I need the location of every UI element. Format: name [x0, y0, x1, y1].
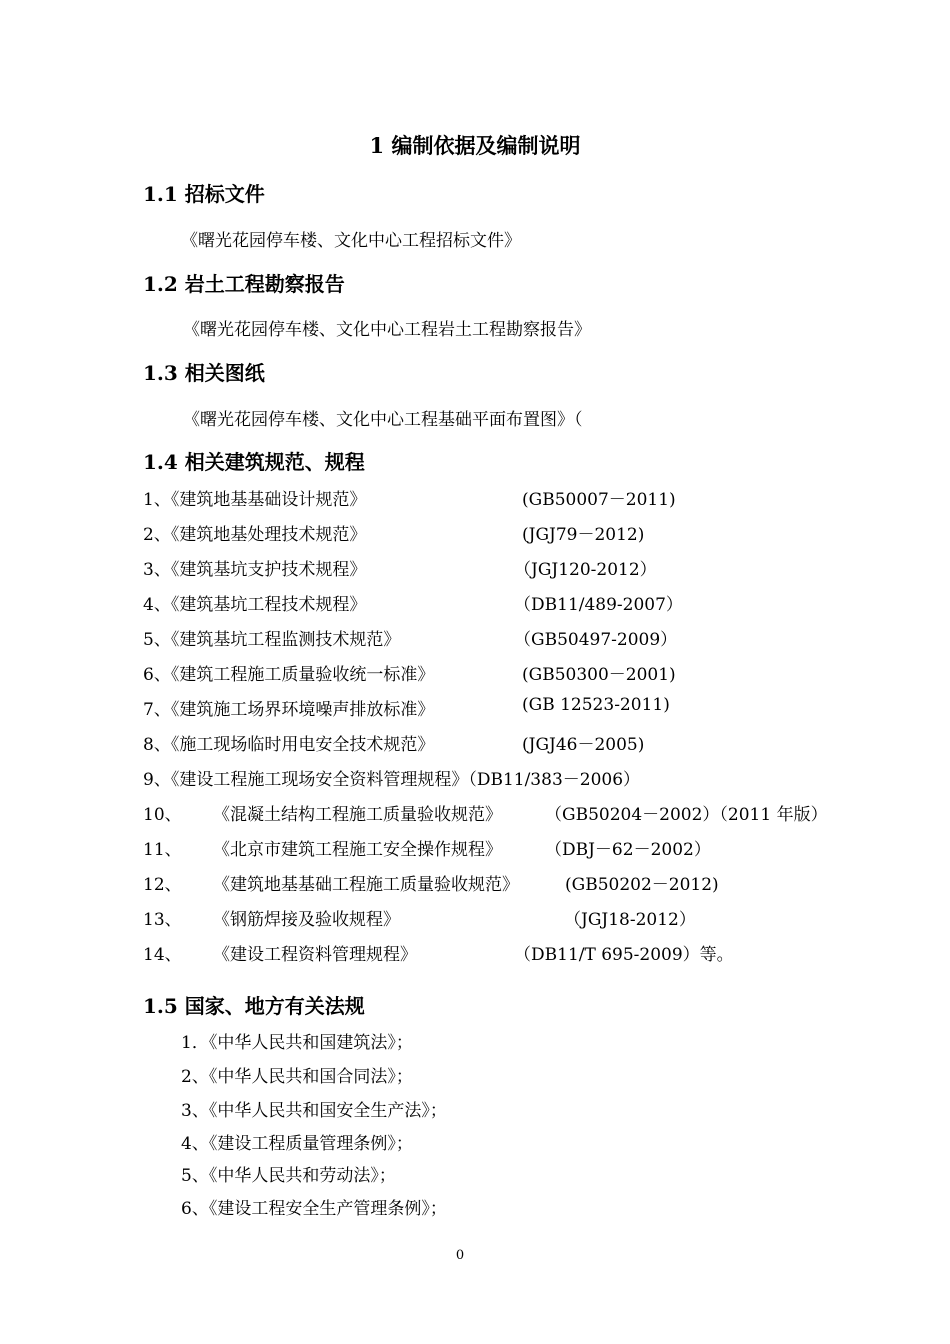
list-item — [143, 730, 434, 755]
item-name: 《北京市建筑工程施工安全操作规程》 — [213, 840, 502, 860]
item-name: 《钢筋焊接及验收规程》 — [213, 910, 400, 930]
item-number: 13、 — [143, 910, 182, 930]
item-name: 《建筑基坑支护技术规程》 — [170, 560, 367, 580]
item-number: 4、 — [143, 595, 171, 615]
item-number: 9、 — [143, 770, 171, 790]
item-name: 《建筑工程施工质量验收统一标准》 — [170, 665, 435, 685]
item-code: （GB50204－2002）（2011 年版） — [545, 805, 828, 825]
item-name: 《建筑基坑工程技术规程》 — [170, 595, 367, 615]
item-name: 《混凝土结构工程施工质量验收规范》 — [213, 805, 502, 825]
item-name: 《建筑施工场界环境噪声排放标准》 — [170, 700, 435, 720]
item-name: 《施工现场临时用电安全技术规范》 — [170, 735, 435, 755]
item-name: 《建筑地基处理技术规范》 — [170, 525, 367, 545]
item-code: （JGJ120-2012） — [514, 560, 657, 580]
section-heading-1-4: 1.4 相关建筑规范、规程 — [143, 450, 365, 474]
item-name: 《建设工程施工现场安全资料管理规程》（DB11/383－2006） — [170, 770, 641, 790]
item-number: 12、 — [143, 875, 182, 895]
item-number: 1、 — [143, 490, 171, 510]
item-code: (JGJ46－2005) — [522, 735, 645, 755]
section-text-1-1: 《曙光花园停车楼、文化中心工程招标文件》 — [181, 231, 521, 251]
item-number: 5、 — [181, 1166, 209, 1186]
item-number: 6、 — [181, 1199, 209, 1219]
item-code: （GB50497-2009） — [514, 630, 678, 650]
item-code: (GB50300－2001) — [522, 665, 676, 685]
item-code: （DB11/T 695-2009）等。 — [514, 945, 734, 965]
list-item — [181, 1194, 447, 1219]
page-number: 0 — [455, 1248, 465, 1263]
item-number: 3、 — [181, 1101, 209, 1121]
item-name: 《建筑基坑工程监测技术规范》 — [170, 630, 401, 650]
section-text-1-2: 《曙光花园停车楼、文化中心工程岩土工程勘察报告》 — [183, 320, 591, 340]
list-item — [143, 520, 366, 545]
section-heading-1-5: 1.5 国家、地方有关法规 — [143, 994, 365, 1018]
list-item — [181, 1062, 413, 1087]
section-text-1-3: 《曙光花园停车楼、文化中心工程基础平面布置图》（ — [183, 410, 583, 430]
list-item — [143, 625, 400, 650]
item-code: (GB 12523-2011) — [522, 695, 670, 715]
section-heading-1-1: 1.1 招标文件 — [143, 182, 265, 206]
item-name: 《中华人民共和国建筑法》； — [208, 1033, 413, 1053]
list-item — [143, 695, 434, 720]
item-number: 4、 — [181, 1134, 209, 1154]
item-number: 10、 — [143, 805, 182, 825]
item-number: 3、 — [143, 560, 171, 580]
item-code: （DBJ－62－2002） — [545, 840, 711, 860]
item-code: (JGJ79－2012) — [522, 525, 645, 545]
item-number: 2、 — [143, 525, 171, 545]
item-name: 《中华人民共和劳动法》； — [208, 1166, 396, 1186]
item-name: 《建设工程资料管理规程》 — [213, 945, 417, 965]
list-item — [143, 765, 640, 790]
item-number: 8、 — [143, 735, 171, 755]
item-name: 《中华人民共和国合同法》； — [208, 1067, 413, 1087]
item-name: 《建设工程安全生产管理条例》； — [208, 1199, 447, 1219]
item-code: (GB50202－2012) — [565, 875, 719, 895]
item-number: 1． — [181, 1033, 209, 1053]
item-number: 5、 — [143, 630, 171, 650]
list-item — [181, 1129, 413, 1154]
item-number: 2、 — [181, 1067, 209, 1087]
list-item — [143, 555, 366, 580]
list-item — [143, 590, 366, 615]
item-code: (GB50007－2011) — [522, 490, 676, 510]
item-name: 《建设工程质量管理条例》； — [208, 1134, 413, 1154]
item-number: 7、 — [143, 700, 171, 720]
list-item — [181, 1028, 413, 1053]
list-item — [181, 1161, 396, 1186]
section-heading-1-3: 1.3 相关图纸 — [143, 361, 265, 385]
section-heading-1-2: 1.2 岩土工程勘察报告 — [143, 272, 345, 296]
item-name: 《建筑地基基础设计规范》 — [170, 490, 367, 510]
list-item — [181, 1096, 447, 1121]
item-number: 6、 — [143, 665, 171, 685]
item-number: 14、 — [143, 945, 182, 965]
item-name: 《建筑地基基础工程施工质量验收规范》 — [213, 875, 519, 895]
list-item — [143, 485, 366, 510]
item-code: （JGJ18-2012） — [564, 910, 696, 930]
page-title: 1 编制依据及编制说明 — [369, 133, 581, 158]
item-name: 《中华人民共和国安全生产法》； — [208, 1101, 447, 1121]
item-code: （DB11/489-2007） — [514, 595, 683, 615]
list-item — [143, 660, 434, 685]
item-number: 11、 — [143, 840, 182, 860]
